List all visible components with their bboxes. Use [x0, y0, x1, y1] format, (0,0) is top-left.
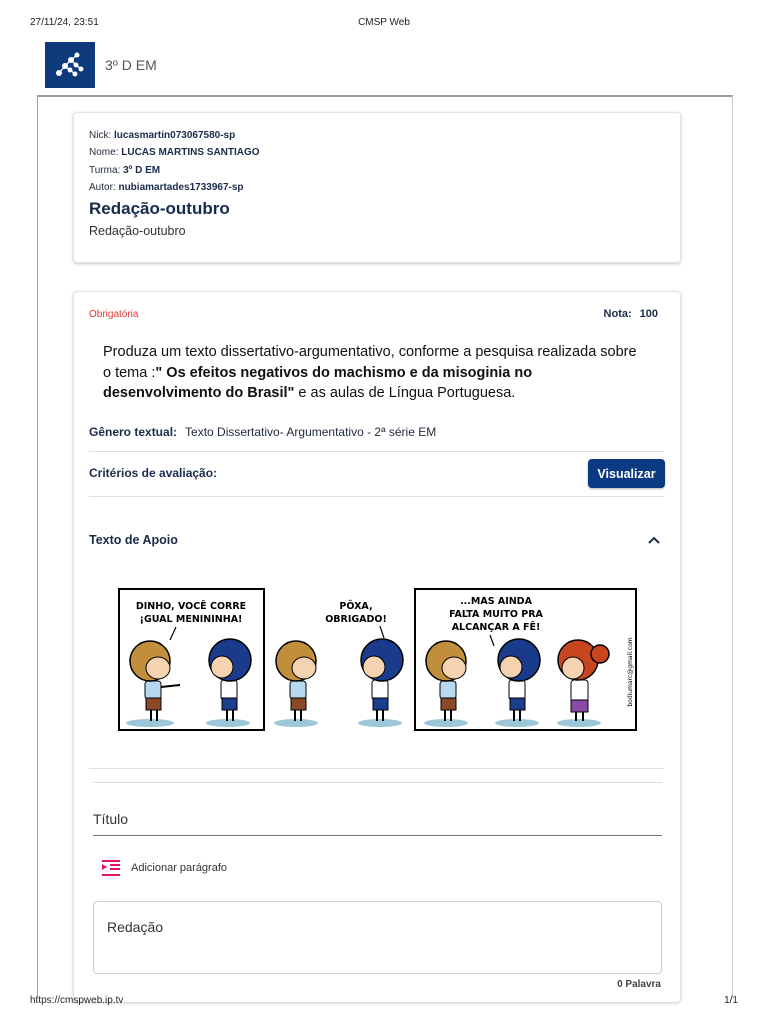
divider [89, 496, 664, 497]
author-row [89, 179, 260, 196]
nick-row [89, 127, 260, 144]
class-row [89, 162, 260, 179]
title-field[interactable]: Título [93, 811, 129, 827]
name-row [89, 144, 260, 161]
indent-list-icon [101, 859, 121, 877]
name-value: LUCAS MARTINS SANTIAGO [121, 147, 260, 159]
comic-balloon-3-line-3: ALCANÇAR A FÊ! [451, 622, 541, 633]
character-boy-blue-hair [361, 639, 403, 721]
nick-label: Nick: [89, 130, 112, 141]
print-url: https://cmspweb.ip.tv [30, 995, 124, 1006]
comic-balloon-2-line-2: OBRIGADO! [325, 614, 387, 625]
divider [89, 768, 664, 769]
genre-label: Gênero textual: [89, 425, 178, 439]
comic-balloon-1-line-1: DINHO, VOCÊ CORRE [135, 601, 247, 612]
prompt-text-end: e as aulas de Língua Portuguesa. [294, 385, 516, 401]
view-criteria-button[interactable]: Visualizar [588, 459, 665, 488]
activity-subtitle: Redação-outubro [89, 224, 186, 238]
prompt-theme: " Os efeitos negativos do machismo e da misoginia no desenvolvimento do Brasil" [103, 364, 533, 401]
network-logo-icon[interactable] [45, 42, 95, 88]
word-count: 0 Palavra [617, 979, 661, 990]
essay-placeholder: Redação [107, 919, 164, 935]
comic-balloon-3-line-1: ...MAS AINDA [460, 596, 532, 607]
add-paragraph-label: Adicionar parágrafo [131, 862, 228, 874]
author-label: Autor: [89, 181, 116, 193]
app-bar [45, 42, 157, 88]
comic-strip [118, 588, 638, 731]
activity-meta [89, 127, 260, 196]
class-label: Turma: [89, 164, 121, 176]
name-label: Nome: [89, 147, 119, 159]
author-value: nubiamartades1733967-sp [118, 181, 244, 193]
add-paragraph-button[interactable] [101, 859, 227, 877]
nick-value: lucasmartin073067580-sp [114, 130, 236, 141]
support-text-toggle[interactable]: Texto de Apoio [89, 533, 178, 547]
required-badge: Obrigatória [89, 309, 139, 320]
print-page-title: CMSP Web [358, 17, 410, 28]
grade-value: 100 [639, 308, 658, 320]
genre-value: Texto Dissertativo- Argumentativo - 2ª série EM [185, 425, 437, 439]
comic-balloon-1-line-2: ¡GUAL MENININHA! [139, 614, 243, 625]
task-prompt [103, 342, 643, 404]
grade-label: Nota: [603, 308, 632, 320]
activity-info-card [73, 112, 681, 263]
chevron-up-icon[interactable] [646, 532, 662, 548]
comic-credit: bodiumarc@gmail.com [627, 637, 634, 707]
criteria-label: Critérios de avaliação: [89, 466, 218, 480]
class-title: 3º D EM [105, 57, 157, 73]
task-card [73, 291, 681, 1002]
comic-balloon-2-line-1: PÔXA, [339, 601, 373, 612]
divider [89, 451, 664, 452]
print-datetime: 27/11/24, 23:51 [30, 17, 99, 28]
divider [93, 782, 662, 783]
activity-title: Redação-outubro [89, 199, 230, 218]
character-dinho [276, 641, 316, 721]
comic-balloon-3-line-2: FALTA MUITO PRA [449, 609, 543, 620]
essay-textarea[interactable] [93, 901, 662, 974]
title-field-underline [93, 835, 662, 836]
grade [604, 308, 658, 320]
prompt-text-start: Produza um texto dissertativo-argumentativo, conforme a pesquisa realizada sobre o tema : [103, 344, 637, 381]
class-value: 3º D EM [123, 164, 161, 176]
genre-row [89, 425, 436, 439]
print-page-number: 1/1 [724, 995, 738, 1006]
